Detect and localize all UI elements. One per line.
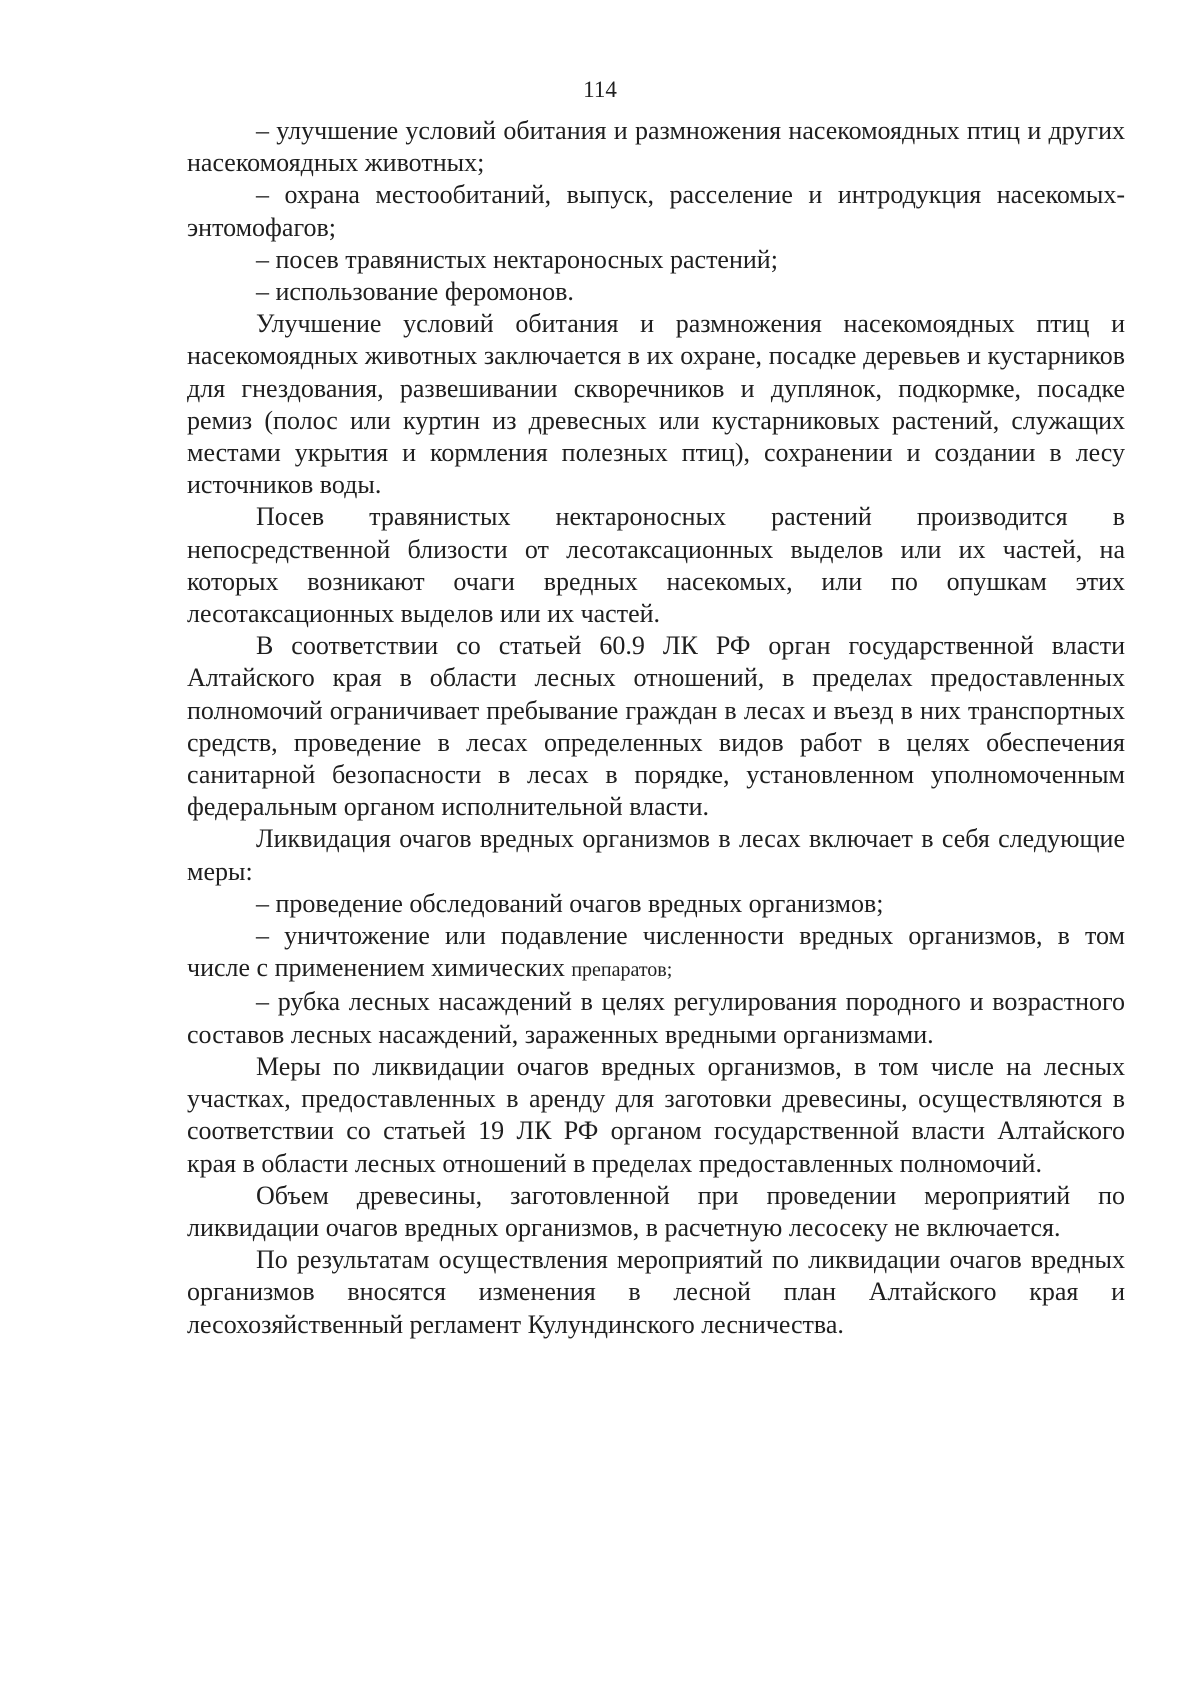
paragraph-bullet-destruction-main: – уничтожение или подавление численности вредных организмов, в том числе с применением химических (187, 921, 1125, 983)
paragraph-bullet-destruction (187, 920, 1125, 986)
paragraph-bullet-surveys: – проведение обследований очагов вредных организмов; (256, 888, 884, 918)
paragraph-bullet-pheromones: – использование феромонов. (256, 277, 574, 307)
paragraph-timber-volume: Объем древесины, заготовленной при проведении мероприятий по ликвидации очагов вредных организмов, в расчетную лесосеку не включается. (187, 1180, 1125, 1242)
paragraph-bird-habitat: Улучшение условий обитания и размножения насекомоядных птиц и насекомоядных животных заключается в их охране, посадке деревьев и кустарников для гнездования, развешивании скворечников и дуплянок, подкормке, посадке ремиз (полос или куртин из древесных или кустарниковых растений, служащих местами укрытия и кормления полезных птиц), сохранении и создании в лесу источников воды. (187, 309, 1125, 500)
paragraph-liquidation-measures: Ликвидация очагов вредных организмов в лесах включает в себя следующие меры: (187, 824, 1125, 886)
paragraph-article-19: Меры по ликвидации очагов вредных организмов, в том числе на лесных участках, предоставленных в аренду для заготовки древесины, осуществляются в соответствии со статьей 19 ЛК РФ органом государственной власти Алтайского края в области лесных отношений в пределах предоставленных полномочий. (187, 1051, 1125, 1178)
paragraph-nectar-sowing: Посев травянистых нектароносных растений производится в непосредственной близости от лесотаксационных выделов или их частей, на которых возникают очаги вредных насекомых, или по опушкам этих лесотаксационных выделов или их частей. (187, 502, 1125, 629)
paragraph-bullet-birds: – улучшение условий обитания и размножения насекомоядных птиц и других насекомоядных животных; (187, 116, 1125, 178)
paragraph-forest-plan-changes: По результатам осуществления мероприятий по ликвидации очагов вредных организмов вносятся изменения в лесной план Алтайского края и лесохозяйственный регламент Кулундинского лесничества. (187, 1245, 1125, 1339)
paragraph-article-60-9: В соответствии со статьей 60.9 ЛК РФ орган государственной власти Алтайского края в области лесных отношений, в пределах предоставленных полномочий ограничивает пребывание граждан в лесах и въезд в них транспортных средств, проведение в лесах определенных видов работ в целях обеспечения санитарной безопасности в лесах в порядке, установленном уполномоченным федеральным органом исполнительной власти. (187, 631, 1125, 822)
paragraph-bullet-felling: – рубка лесных насаждений в целях регулирования породного и возрастного составов лесных насаждений, зараженных вредными организмами. (187, 987, 1125, 1049)
paragraph-bullet-destruction-small: препаратов; (571, 959, 673, 982)
paragraph-bullet-nectar-plants: – посев травянистых нектароносных растений; (256, 244, 778, 274)
paragraph-bullet-entomophages: – охрана местообитаний, выпуск, расселение и интродукция насекомых-энтомофагов; (187, 180, 1125, 242)
page-number: 114 (583, 77, 617, 102)
document-body (187, 115, 1125, 1341)
